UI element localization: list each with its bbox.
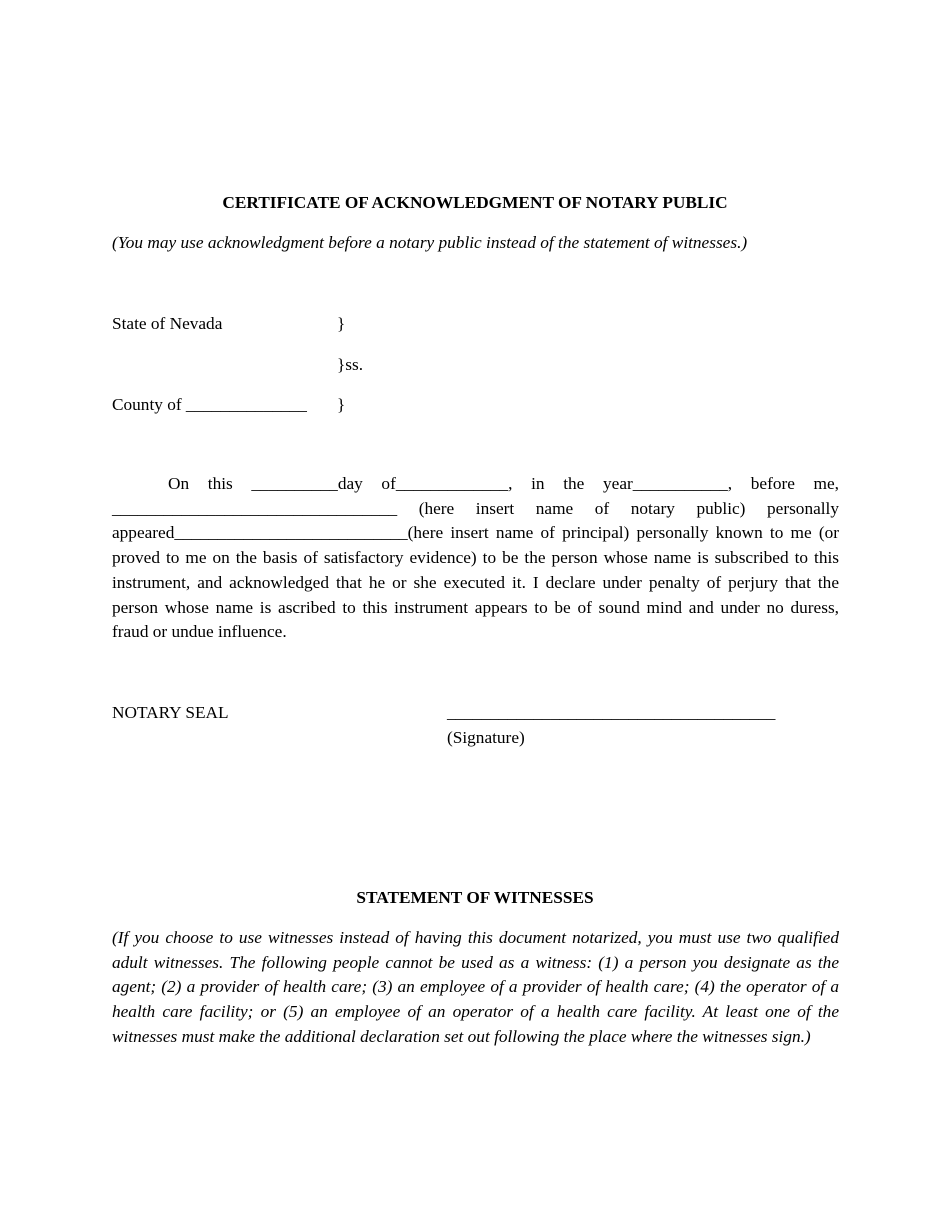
ss-brace: }ss. <box>337 355 364 374</box>
notary-seal-label: NOTARY SEAL <box>112 703 229 722</box>
witnesses-title: STATEMENT OF WITNESSES <box>356 888 594 907</box>
acknowledgment-paragraph: On this __________day of_____________, in the year___________, before me, _________________________________ (here insert name of notary public) personally appeared___________________________(here insert name of principal) personally known to me (or proved to me on the basis of satisfactory evidence) to be the person whose name is subscribed to this instrument, and acknowledged that he or she executed it. I declare under penalty of perjury that the person whose name is ascribed to this instrument appears to be of sound mind and under no duress, fraud or undue influence. <box>112 474 839 642</box>
certificate-title: CERTIFICATE OF ACKNOWLEDGMENT OF NOTARY PUBLIC <box>222 193 728 212</box>
signature-label: (Signature) <box>447 728 525 747</box>
state-label: State of Nevada <box>112 314 223 333</box>
witnesses-note: (If you choose to use witnesses instead of having this document notarized, you must use two qualified adult witnesses. The following people cannot be used as a witness: (1) a person you designate as the agent; (2) a provider of health care; (3) an employee of a provider of health care; (4) the operator of a health care facility; or (5) an employee of an operator of a health care facility. At least one of the witnesses must make the additional declaration set out following the place where the witnesses sign.) <box>112 928 839 1046</box>
state-brace: } <box>337 314 346 333</box>
certificate-note: (You may use acknowledgment before a notary public instead of the statement of witnesses.) <box>112 233 748 252</box>
county-brace: } <box>337 395 346 414</box>
county-label: County of ______________ <box>112 395 307 414</box>
signature-line: ______________________________________ <box>447 703 776 722</box>
